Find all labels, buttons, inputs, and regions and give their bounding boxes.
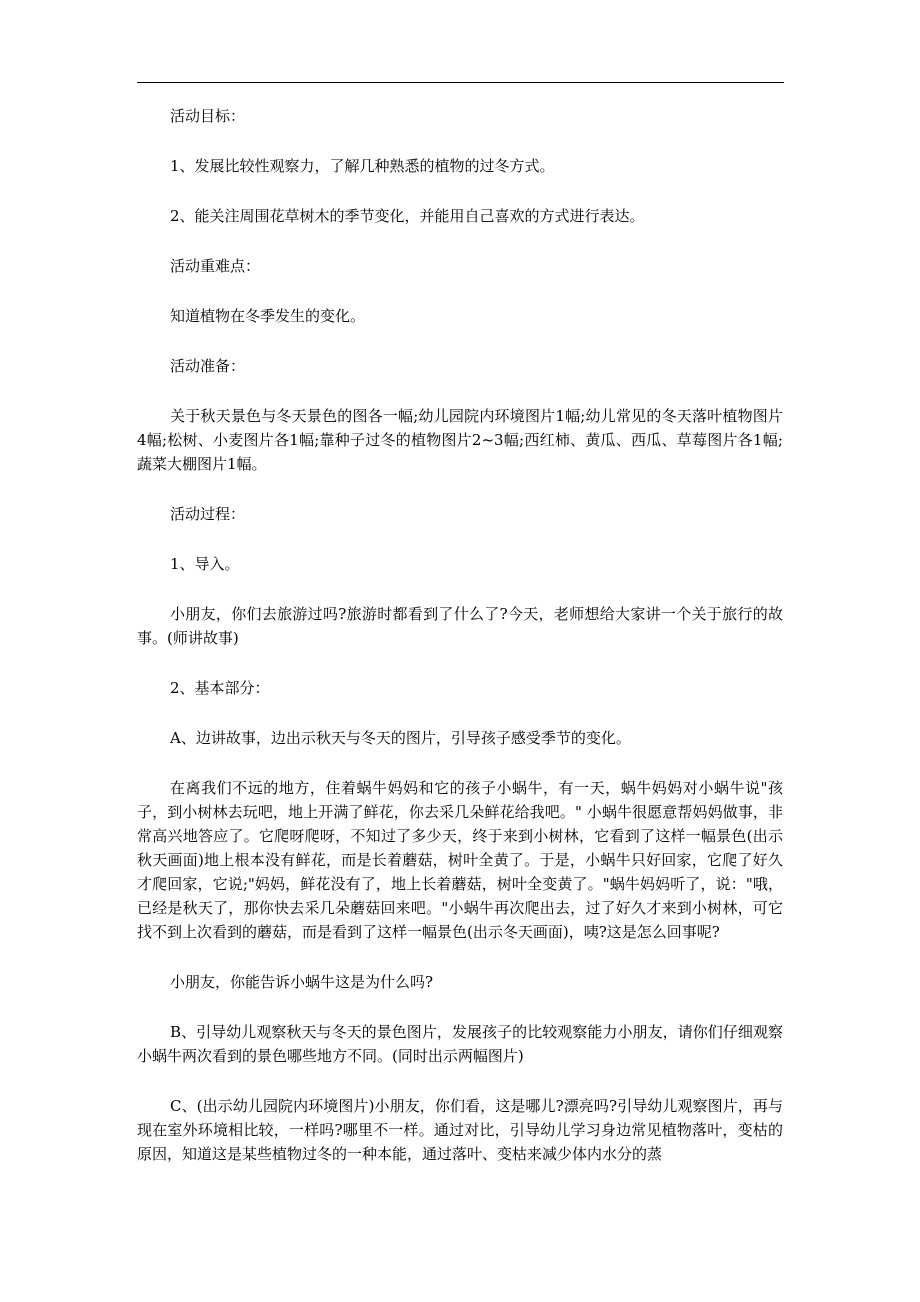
main-part-c: C、(出示幼儿园院内环境图片)小朋友，你们看，这是哪儿?漂亮吗?引导幼儿观察图片，再与现在室外环境相比较，一样吗?哪里不一样。通过对比，引导幼儿学习身边常见植物落叶，变枯的原因，知道这是某些植物过冬的一种本能，通过落叶、变枯来减少体内水分的蒸 xyxy=(137,1097,783,1163)
process-step-main: 2、基本部分： xyxy=(170,679,270,697)
story-question: 小朋友，你能告诉小蜗牛这是为什么吗? xyxy=(170,973,434,991)
key-points-text: 知道植物在冬季发生的变化。 xyxy=(170,307,366,325)
section-heading-process: 活动过程： xyxy=(170,505,246,523)
process-step-intro: 1、导入。 xyxy=(170,555,240,573)
preparation-text: 关于秋天景色与冬天景色的图各一幅;幼儿园院内环境图片1幅;幼儿常见的冬天落叶植物图片4幅;松树、小麦图片各1幅;靠种子过冬的植物图片2~3幅;西红柿、黄瓜、西瓜、草莓图片各1幅;蔬菜大棚图片1幅。 xyxy=(137,407,783,473)
story-text: 在离我们不远的地方，住着蜗牛妈妈和它的孩子小蜗牛，有一天，蜗牛妈妈对小蜗牛说"孩子，到小树林去玩吧，地上开满了鲜花，你去采几朵鲜花给我吧。" 小蜗牛很愿意帮妈妈做事，非常高兴地答应了。它爬呀爬呀，不知过了多少天，终于来到小树林，它看到了这样一幅景色(出示秋天画面)地上根本没有鲜花，而是长着蘑菇，树叶全黄了。于是，小蜗牛只好回家，它爬了好久才爬回家，它说;"妈妈，鲜花没有了，地上长着蘑菇，树叶全变黄了。"蜗牛妈妈听了，说："哦，已经是秋天了，那你快去采几朵蘑菇回来吧。"小蜗牛再次爬出去，过了好久才来到小树林，可它找不到上次看到的蘑菇，而是看到了这样一幅景色(出示冬天画面)，咦?这是怎么回事呢? xyxy=(137,779,783,941)
main-part-a: A、边讲故事，边出示秋天与冬天的图片，引导孩子感受季节的变化。 xyxy=(170,729,631,747)
document-body xyxy=(137,104,783,1192)
goal-item-1: 1、发展比较性观察力，了解几种熟悉的植物的过冬方式。 xyxy=(170,157,555,175)
intro-text: 小朋友，你们去旅游过吗?旅游时都看到了什么了?今天，老师想给大家讲一个关于旅行的故事。(师讲故事) xyxy=(137,605,783,647)
section-heading-key-points: 活动重难点： xyxy=(170,257,261,275)
main-part-b: B、引导幼儿观察秋天与冬天的景色图片，发展孩子的比较观察能力小朋友，请你们仔细观察小蜗牛两次看到的景色哪些地方不同。(同时出示两幅图片) xyxy=(137,1023,783,1065)
section-heading-goals: 活动目标： xyxy=(170,107,246,125)
section-heading-preparation: 活动准备： xyxy=(170,357,246,375)
goal-item-2: 2、能关注周围花草树木的季节变化，并能用自己喜欢的方式进行表达。 xyxy=(170,207,645,225)
header-rule xyxy=(137,82,784,83)
